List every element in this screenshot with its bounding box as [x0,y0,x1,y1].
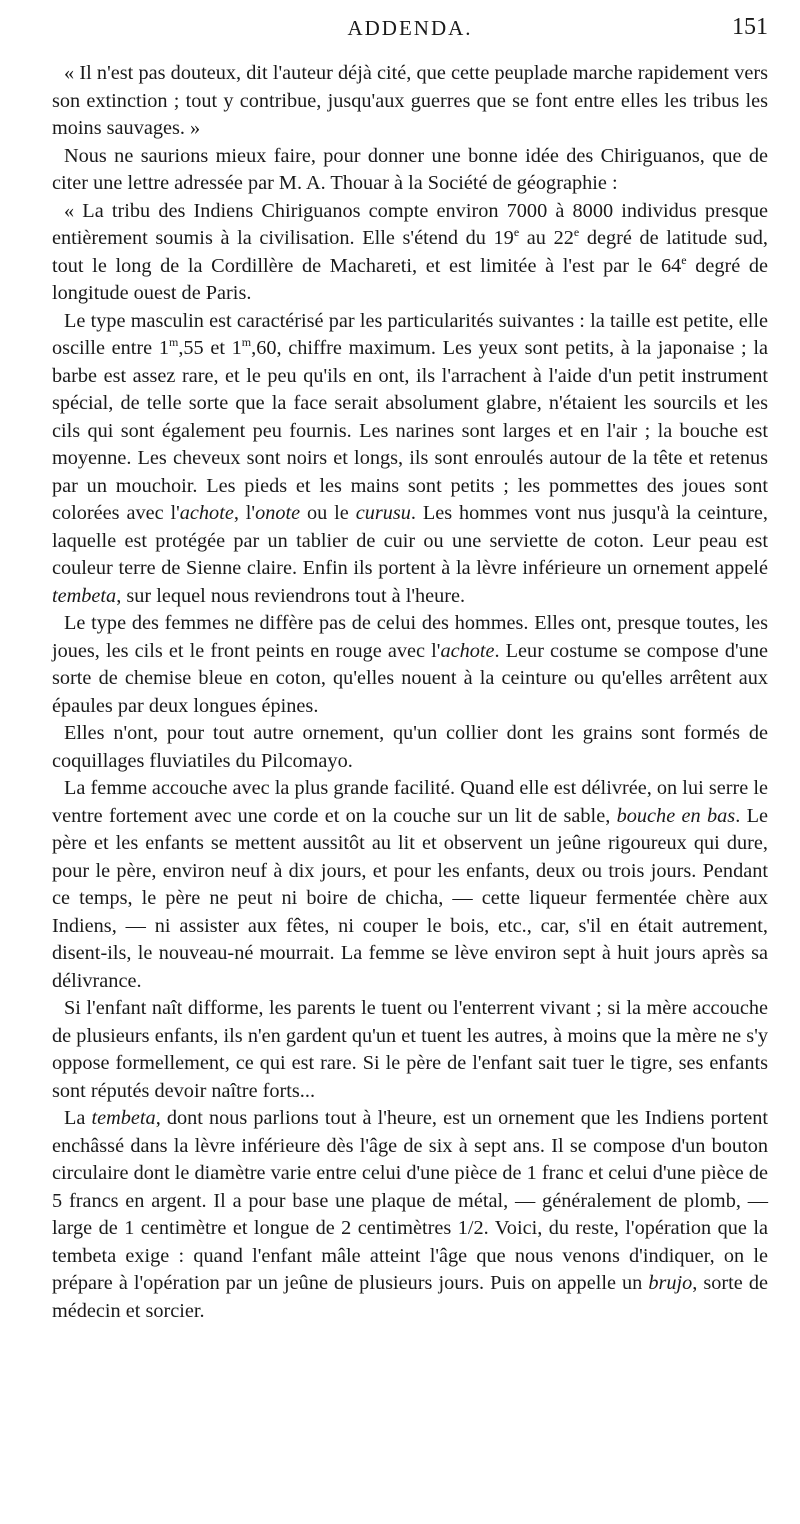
text-run: Le type des femmes ne diffère pas de celui des hommes. Elles ont, presque toutes, les joues, les cils et le front peints en rouge avec l' [52,612,768,662]
text-run: « La tribu des Indiens Chiriguanos compte environ 7000 à 8000 individus presque entièrement soumis à la civilisation. Elle s'étend du 19 [52,199,768,249]
italic-term: tembeta [91,1107,156,1129]
text-run: ,55 et 1 [178,337,242,359]
paragraph-quote-extinction: « Il n'est pas douteux, dit l'auteur déjà cité, que cette peuplade marche rapidement vers son extinction ; tout y contribue, jusqu'aux guerres que se font entre elles les tribus les moins sauvages. » [52,62,768,139]
paragraph-intro-letter: Nous ne saurions mieux faire, pour donner une bonne idée des Chiriguanos, que de citer une lettre adressée par M. A. Thouar à la Société de géographie : [52,144,768,194]
text-run: degré de longitude ouest de Paris. [52,254,769,304]
text-run: , dont nous parlions tout à l'heure, est un ornement que les Indiens portent enchâssé dans la lèvre inférieure dès l'âge de six à sept ans. Il se compose d'un bouton circulaire dont le diamètre varie entre celui d'une pièce de 1 franc et celui d'une pièce de 5 francs en argent. Il a pour base une plaque de métal, — généralement de plomb, — large de 1 centimètre et longue de 2 centimètres 1/2. Voici, du reste, l'opération que la tembeta exige : quand l'enfant mâle atteint l'âge que nous venons d'indiquer, on le prépare à l'opération par un jeûne de plusieurs jours. Puis on appelle un [52,1107,768,1294]
paragraph-deformed-child: Si l'enfant naît difforme, les parents le tuent ou l'enterrent vivant ; si la mère accouche de plusieurs enfants, ils n'en gardent qu'un et tuent les autres, à moins que la mère ne s'y oppose formellement, ce qui est rare. Si le père de l'enfant sait tuer le tigre, ses enfants sont réputés devoir naître forts... [52,997,768,1102]
italic-term: tembeta [52,584,117,607]
superscript: m [168,335,179,350]
paragraph-male-type [52,308,768,611]
page-header [52,14,768,48]
text-run: Le type masculin est caractérisé par les particularités suivantes : la taille est petite, elle oscille entre 1 [52,309,768,359]
paragraph-female-type [52,610,768,720]
italic-term: brujo [648,1272,693,1294]
superscript: m [241,335,252,350]
paragraph-tribe-location [52,198,768,308]
text-run: La femme accouche avec la plus grande facilité. Quand elle est délivrée, on lui serre le ventre fortement avec une corde et on la couche sur un lit de sable, [52,777,768,827]
text-run: . Les hommes vont nus jusqu'à la ceinture, laquelle est protégée par un tablier de cuir ou une serviette de coton. Leur peau est couleur terre de Sienne claire. Enfin ils portent à la lèvre inférieure un ornement appelé [52,502,768,579]
page-number: 151 [732,14,768,40]
text-run: , l' [233,502,256,524]
running-title: ADDENDA. [347,16,473,40]
italic-term: bouche en bas [616,804,736,827]
italic-term: curusu [355,502,411,524]
superscript: e [681,252,687,267]
italic-term: achote [440,639,495,662]
paragraph-tembeta [52,1105,768,1325]
italic-term: onote [255,502,301,524]
italic-term: achote [179,502,234,524]
text-run: ou le [300,502,356,524]
text-run: . Le père et les enfants se mettent aussitôt au lit et observent un jeûne rigoureux qui dure, pour le père, environ neuf à dix jours, et pour les enfants, deux ou trois jours. Pendant ce temps, le père ne peut ni boire de chicha, — cette liqueur fermentée chère aux Indiens, — ni assister aux fêtes, ni couper le bois, etc., car, s'il en était autrement, disent-ils, le nouveau-né mourrait. La femme se lève environ sept à huit jours après sa délivrance. [52,804,769,992]
text-run: , sorte de médecin et sorcier. [52,1272,768,1322]
text-run: ,60, chiffre maximum. Les yeux sont petits, à la japonaise ; la barbe est assez rare, et le peu qu'ils en ont, ils l'arrachent à l'aide d'un petit instrument spécial, de telle sorte que la face serait absolument glabre, n'étaient les sourcils et les cils qui sont également peu fournis. Les narines sont larges et en l'air ; la bouche est moyenne. Les cheveux sont noirs et longs, ils sont enroulés autour de la tête et retenus par un mouchoir. Les pieds et les mains sont petits ; les pommettes des joues sont colorées avec l' [52,337,768,524]
paragraph-childbirth [52,775,768,995]
text-run: au 22 [519,227,574,249]
paragraph-necklace: Elles n'ont, pour tout autre ornement, qu'un collier dont les grains sont formés de coquillages fluviatiles du Pilcomayo. [52,722,768,772]
body-text [52,60,768,1325]
text-run: La [64,1107,92,1129]
text-run: degré de latitude sud, tout le long de la Cordillère de Machareti, et est limitée à l'est par le 64 [52,227,768,277]
superscript: e [573,225,580,240]
text-run: . Leur costume se compose d'une sorte de chemise bleue en coton, qu'elles nouent à la ceinture ou qu'elles arrêtent aux épaules par deux longues épines. [52,639,768,717]
superscript: e [513,225,520,240]
text-run: , sur lequel nous reviendrons tout à l'heure. [116,584,466,607]
